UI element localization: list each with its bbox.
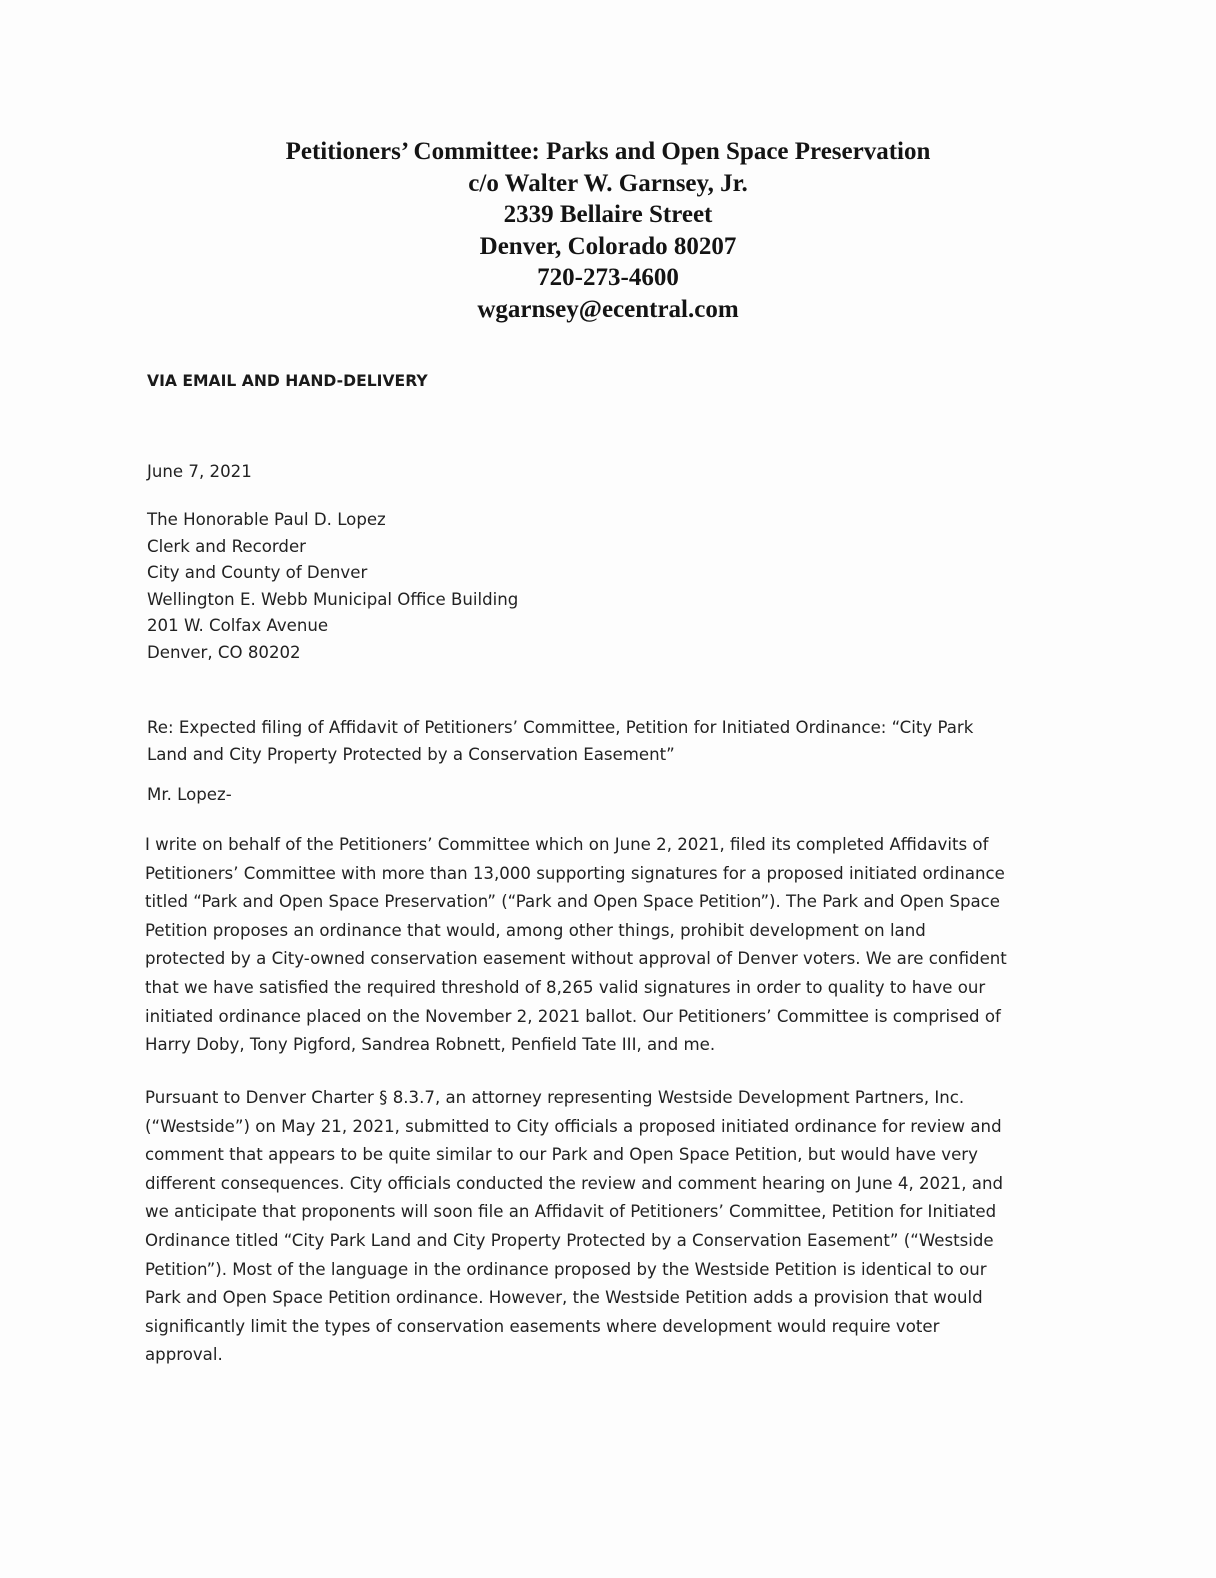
paragraph-line: approval. xyxy=(145,1345,223,1365)
paragraph-line: different consequences. City officials conducted the review and comment hearing on June 4, 2021, and xyxy=(145,1173,1003,1193)
letter-date: June 7, 2021 xyxy=(147,462,252,481)
letterhead-committee-name: Petitioners’ Committee: Parks and Open Space Preservation xyxy=(285,138,931,165)
recipient-address xyxy=(147,507,518,667)
paragraph-line: we anticipate that proponents will soon file an Affidavit of Petitioners’ Committee, Petition for Initiated xyxy=(145,1202,997,1222)
letterhead-street: 2339 Bellaire Street xyxy=(503,201,713,229)
recipient-name: The Honorable Paul D. Lopez xyxy=(147,510,386,529)
paragraph-line: protected by a City-owned conservation easement without approval of Denver voters. We are confident xyxy=(145,949,1007,969)
subject-line xyxy=(147,714,1067,768)
recipient-street: 201 W. Colfax Avenue xyxy=(147,616,329,636)
paragraph-line: Petition”). Most of the language in the ordinance proposed by the Westside Petition is identical to our xyxy=(145,1259,987,1279)
paragraph-line: initiated ordinance placed on the November 2, 2021 ballot. Our Petitioners’ Committee is comprised of xyxy=(145,1006,1001,1026)
paragraph-line: (“Westside”) on May 21, 2021, submitted to City officials a proposed initiated ordinance for review and xyxy=(145,1116,1002,1136)
letterhead-care-of: c/o Walter W. Garnsey, Jr. xyxy=(468,169,748,197)
letterhead-email: wgarnsey@ecentral.com xyxy=(477,295,739,323)
paragraph-line: Ordinance titled “City Park Land and City Property Protected by a Conservation Easement” (“Westside xyxy=(145,1230,994,1250)
paragraph-line: Petition proposes an ordinance that would, among other things, prohibit development on land xyxy=(145,920,926,940)
letterhead-phone: 720-273-4600 xyxy=(537,264,679,292)
subject-line-2: Land and City Property Protected by a Conservation Easement” xyxy=(147,745,675,764)
letterhead-city-state-zip: Denver, Colorado 80207 xyxy=(479,232,737,260)
body-paragraph-2 xyxy=(145,1084,1085,1370)
paragraph-line: significantly limit the types of conservation easements where development would require voter xyxy=(145,1316,940,1336)
recipient-title: Clerk and Recorder xyxy=(147,536,306,556)
body-paragraph-1 xyxy=(145,831,1085,1060)
paragraph-line: titled “Park and Open Space Preservation” (“Park and Open Space Petition”). The Park and Open Space xyxy=(145,892,1000,912)
paragraph-line: Harry Doby, Tony Pigford, Sandrea Robnett, Penfield Tate III, and me. xyxy=(145,1035,716,1055)
salutation: Mr. Lopez- xyxy=(147,785,232,804)
paragraph-line: Pursuant to Denver Charter § 8.3.7, an attorney representing Westside Development Partners, Inc. xyxy=(145,1088,965,1107)
paragraph-line: I write on behalf of the Petitioners’ Committee which on June 2, 2021, filed its completed Affidavits of xyxy=(145,835,989,854)
paragraph-line: that we have satisfied the required threshold of 8,265 valid signatures in order to quality to have our xyxy=(145,977,986,997)
subject-line-1: Re: Expected filing of Affidavit of Petitioners’ Committee, Petition for Initiated Ordinance: “City Park xyxy=(147,718,974,737)
recipient-building: Wellington E. Webb Municipal Office Building xyxy=(147,589,519,609)
paragraph-line: Park and Open Space Petition ordinance. However, the Westside Petition adds a provision that would xyxy=(145,1288,983,1308)
letterhead xyxy=(0,136,1216,326)
delivery-method: VIA EMAIL AND HAND-DELIVERY xyxy=(147,372,428,390)
paragraph-line: Petitioners’ Committee with more than 13,000 supporting signatures for a proposed initiated ordinance xyxy=(145,863,1005,883)
recipient-organization: City and County of Denver xyxy=(147,563,368,583)
paragraph-line: comment that appears to be quite similar to our Park and Open Space Petition, but would have very xyxy=(145,1145,978,1165)
recipient-city-state-zip: Denver, CO 80202 xyxy=(147,642,301,662)
